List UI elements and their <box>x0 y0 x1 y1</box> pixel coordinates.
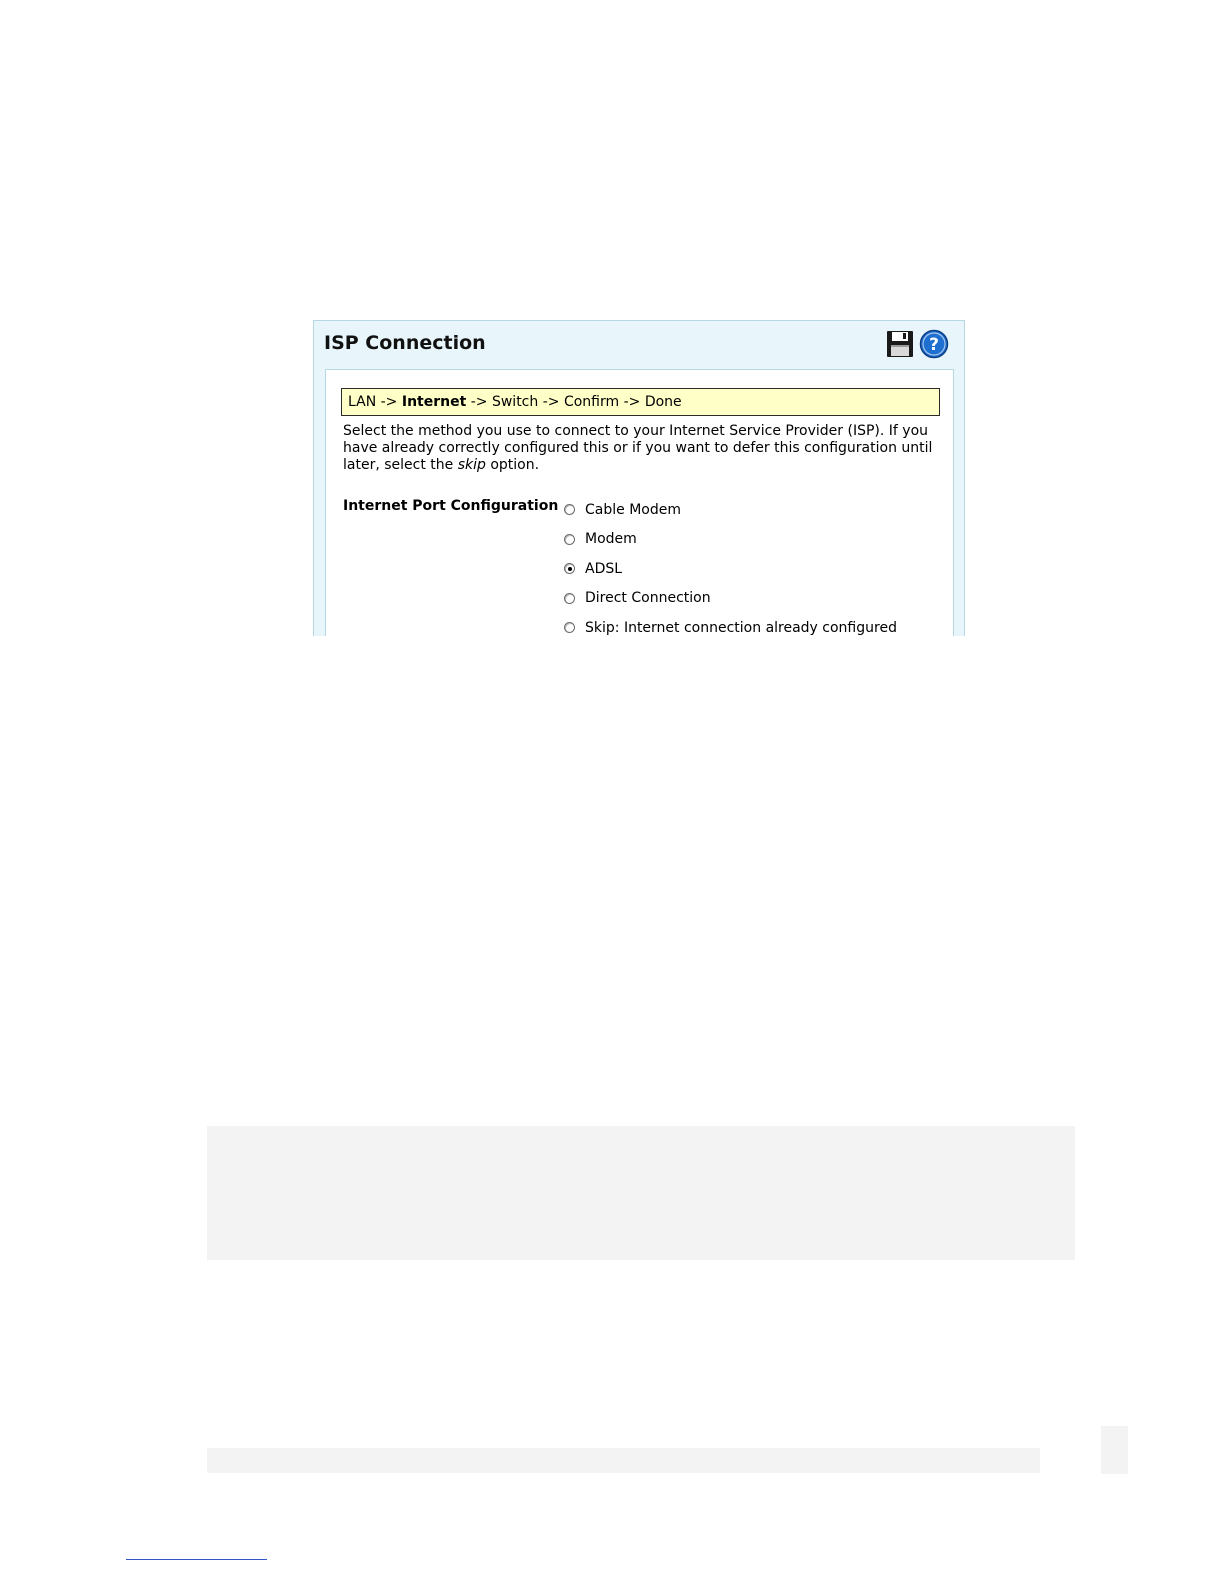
step-switch: Switch <box>491 394 539 410</box>
radio-option-direct-connection[interactable] <box>564 584 897 614</box>
step-separator: -> <box>538 394 564 410</box>
radio-label: Cable Modem <box>585 501 681 518</box>
instructions-part2: option. <box>485 457 540 473</box>
save-icon[interactable] <box>885 329 915 359</box>
panel-title: ISP Connection <box>324 332 486 354</box>
radio-option-adsl[interactable] <box>564 554 897 584</box>
instructions-text <box>343 423 943 474</box>
radio-label: ADSL <box>585 560 623 577</box>
radio-option-cable-modem[interactable] <box>564 495 897 525</box>
radio-label: Skip: Internet connection already configured <box>585 619 897 636</box>
radio-option-modem[interactable] <box>564 525 897 555</box>
radio-option-skip[interactable] <box>564 613 897 636</box>
step-separator: -> <box>466 394 492 410</box>
footer-link-underline[interactable] <box>126 1559 267 1560</box>
radio-button[interactable] <box>564 534 575 545</box>
step-internet-current: Internet <box>401 394 467 410</box>
shaded-note-block <box>207 1126 1075 1260</box>
radio-button[interactable] <box>564 622 575 633</box>
wizard-breadcrumb <box>341 388 940 416</box>
shaded-strip <box>207 1448 1040 1473</box>
internet-port-radio-group <box>564 495 897 636</box>
wizard-content <box>325 369 954 636</box>
radio-label: Modem <box>585 531 637 548</box>
shaded-side-tab <box>1101 1426 1128 1474</box>
step-lan: LAN <box>348 394 377 410</box>
radio-button-selected[interactable] <box>564 563 575 574</box>
step-separator: -> <box>619 394 645 410</box>
help-icon[interactable] <box>919 329 949 359</box>
svg-text:?: ? <box>929 335 939 355</box>
instructions-skip-emphasis: skip <box>457 457 486 473</box>
radio-button[interactable] <box>564 593 575 604</box>
step-done: Done <box>644 394 682 410</box>
isp-connection-panel <box>313 320 965 636</box>
instructions-part1: Select the method you use to connect to your Internet Service Provider (ISP). If you have already correctly configured this or if you want to defer this configuration until later, select the <box>343 423 933 473</box>
radio-label: Direct Connection <box>585 590 711 607</box>
panel-toolbar <box>885 329 949 359</box>
step-separator: -> <box>376 394 402 410</box>
internet-port-config-label: Internet Port Configuration <box>343 498 559 514</box>
step-confirm: Confirm <box>563 394 620 410</box>
radio-button[interactable] <box>564 504 575 515</box>
